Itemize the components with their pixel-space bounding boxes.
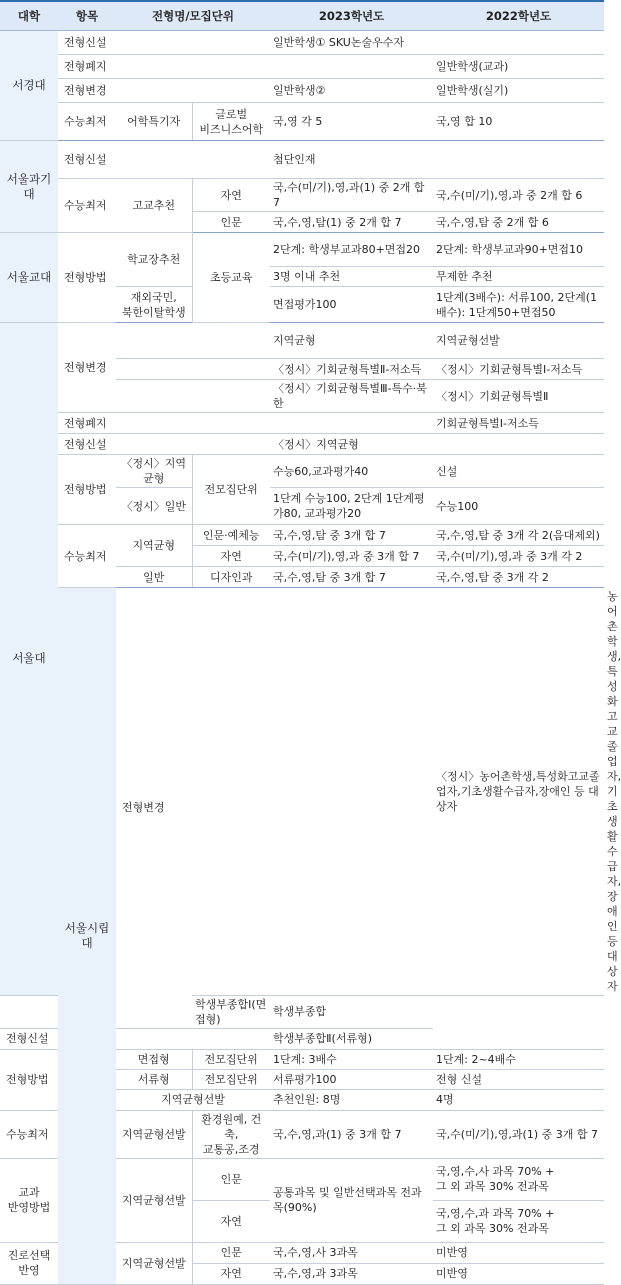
unit-cell xyxy=(116,413,270,434)
univ-cell: 서울과기대 xyxy=(0,141,58,233)
item-cell: 전형방법 xyxy=(58,233,116,323)
item-cell: 수능최저 xyxy=(0,1110,58,1158)
value-2022: 일반학생(실기) xyxy=(433,79,604,103)
header-item: 항목 xyxy=(58,1,116,31)
value-2023 xyxy=(270,55,433,79)
value-2023: 〈정시〉지역균형 xyxy=(270,434,433,455)
value-2022: 〈정시〉기회균형특별Ⅱ xyxy=(433,380,604,413)
header-2022: 2022학년도 xyxy=(433,1,604,31)
table-row xyxy=(0,233,604,267)
unit-cell xyxy=(116,31,270,55)
unit-cell: 고교추천 xyxy=(116,179,192,233)
unit-cell: 글로벌 비즈니스어학 xyxy=(192,103,270,141)
item-cell: 교과 반영방법 xyxy=(0,1158,58,1242)
value-2023: 학생부종합Ⅱ(서류형) xyxy=(270,1028,433,1049)
value-2023: 3명 이내 추천 xyxy=(270,267,433,287)
unit-cell: 인문 xyxy=(192,1158,270,1200)
value-2022: 지역균형선발 xyxy=(433,323,604,359)
unit-cell xyxy=(116,359,270,380)
unit-cell xyxy=(116,323,270,359)
unit-cell: 전모집단위 xyxy=(192,1069,270,1089)
unit-cell xyxy=(116,55,270,79)
unit-cell: 환경원예, 건축, 교통공,조경 xyxy=(192,1110,270,1158)
univ-cell: 서경대 xyxy=(0,31,58,141)
header-row xyxy=(0,1,604,31)
univ-cell: 서울교대 xyxy=(0,233,58,323)
header-univ: 대학 xyxy=(0,1,58,31)
value-2023 xyxy=(270,413,433,434)
value-2023: 면접평가100 xyxy=(270,287,433,323)
value-2022: 국,수(미/기),영,과 중 3개 각 2 xyxy=(433,546,604,567)
value-2023: 학생부종합Ⅰ(면접형) xyxy=(192,995,270,1028)
value-2023: 국,수,영,탐(1) 중 2개 합 7 xyxy=(270,212,433,233)
value-2023: 국,수(미/기),영,과(1) 중 2개 합 7 xyxy=(270,179,433,212)
table-row xyxy=(0,413,604,434)
value-2022: 국,영,수,사 과목 70% + 그 외 과목 30% 전과목 xyxy=(433,1158,604,1200)
unit-cell: 자연 xyxy=(192,179,270,212)
item-cell: 전형방법 xyxy=(58,455,116,525)
unit-cell xyxy=(192,588,433,996)
unit-cell xyxy=(116,380,270,413)
unit-cell: 지역균형선발 xyxy=(116,1158,192,1242)
value-2022: 신설 xyxy=(433,455,604,488)
value-2022 xyxy=(433,1028,604,1049)
table-row xyxy=(0,141,604,179)
value-2022: 전형 신설 xyxy=(433,1069,604,1089)
value-2023: 〈정시〉농어촌학생,특성화고교졸업자,기초생활수급자,장애인 등 대상자 xyxy=(433,588,604,996)
table-row xyxy=(0,525,604,546)
item-cell: 전형폐지 xyxy=(58,55,116,79)
item-cell: 전형변경 xyxy=(58,323,116,413)
table-row xyxy=(0,55,604,79)
header-unit: 전형명/모집단위 xyxy=(116,1,270,31)
value-2022: 기회균형특별Ⅰ-저소득 xyxy=(433,413,604,434)
item-cell: 수능최저 xyxy=(58,103,116,141)
value-2022 xyxy=(433,141,604,179)
value-2022: 국,수,영,탐 중 3개 각 2 xyxy=(433,567,604,588)
table-row: 서울시립대 전형변경 〈정시〉농어촌학생,특성화고교졸업자,기초생활수급자,장애인 등 대상자 농어촌학생,특성화고교졸업자,기초생활수급자,장애인 등 대상자 xyxy=(0,588,604,996)
value-2022: 국,영,수,과 과목 70% + 그 외 과목 30% 전과목 xyxy=(433,1200,604,1242)
unit-cell: 지역균형선발 xyxy=(116,1089,270,1110)
value-2023: 첨단인재 xyxy=(270,141,433,179)
value-2022: 일반학생(교과) xyxy=(433,55,604,79)
item-cell: 전형방법 xyxy=(0,1049,58,1110)
item-cell: 전형변경 xyxy=(116,588,192,1029)
value-2022: 미반영 xyxy=(433,1242,604,1263)
value-2022: 1단계(3배수): 서류100, 2단계(1배수): 1단계50+면접50 xyxy=(433,287,604,323)
table-row xyxy=(0,434,604,455)
unit-cell: 디자인과 xyxy=(192,567,270,588)
value-2022: 학생부종합 xyxy=(270,995,433,1028)
unit-cell: 인문·예체능 xyxy=(192,525,270,546)
value-2023: 국,수,영,사 3과목 xyxy=(270,1242,433,1263)
value-2023: 일반학생① SKU논술우수자 xyxy=(270,31,433,55)
unit-cell: 〈정시〉지역균형 xyxy=(116,455,192,488)
unit-cell: 인문 xyxy=(192,1242,270,1263)
value-2022: 수능100 xyxy=(433,488,604,525)
value-2023: 국,수(미/기),영,과 중 3개 합 7 xyxy=(270,546,433,567)
value-2023: 공통과목 및 일반선택과목 전과목(90%) xyxy=(270,1158,433,1242)
item-cell: 진로선택 반영 xyxy=(0,1242,58,1284)
value-2023: 〈정시〉기회균형특별Ⅲ-특수·북한 xyxy=(270,380,433,413)
value-2023: 일반학생② xyxy=(270,79,433,103)
value-2023: 1단계 수능100, 2단계 1단계평가80, 교과평가20 xyxy=(270,488,433,525)
unit-cell: 자연 xyxy=(192,546,270,567)
value-2023: 추천인원: 8명 xyxy=(270,1089,433,1110)
unit-cell: 서류형 xyxy=(116,1069,192,1089)
value-2023: 〈정시〉기회균형특별Ⅱ-저소득 xyxy=(270,359,433,380)
table-row xyxy=(0,79,604,103)
value-2023: 서류평가100 xyxy=(270,1069,433,1089)
value-2023: 국,수,영,과(1) 중 3개 합 7 xyxy=(270,1110,433,1158)
unit-cell: 자연 xyxy=(192,1200,270,1242)
unit-cell: 초등교육 xyxy=(192,233,270,323)
value-2022: 무제한 추천 xyxy=(433,267,604,287)
table-row xyxy=(0,323,604,359)
unit-cell: 〈정시〉일반 xyxy=(116,488,192,525)
unit-cell: 전모집단위 xyxy=(192,1049,270,1069)
value-2022: 국,영 합 10 xyxy=(433,103,604,141)
item-cell: 전형신설 xyxy=(0,1028,58,1049)
value-2023: 1단계: 3배수 xyxy=(270,1049,433,1069)
unit-cell xyxy=(116,79,270,103)
unit-cell xyxy=(116,434,270,455)
item-cell: 전형폐지 xyxy=(58,413,116,434)
table-row xyxy=(0,103,604,141)
value-2022: 2단계: 학생부교과90+면접10 xyxy=(433,233,604,267)
item-cell: 전형신설 xyxy=(58,31,116,55)
table-row xyxy=(0,179,604,212)
value-2022: 국,수,영,탐 중 2개 합 6 xyxy=(433,212,604,233)
unit-cell: 면접형 xyxy=(116,1049,192,1069)
value-2022: 〈정시〉기회균형특별Ⅰ-저소득 xyxy=(433,359,604,380)
header-2023: 2023학년도 xyxy=(270,1,433,31)
value-2022 xyxy=(433,31,604,55)
table-row xyxy=(0,31,604,55)
value-2022: 1단계: 2~4배수 xyxy=(433,1049,604,1069)
value-2023: 국,수,영,탐 중 3개 합 7 xyxy=(270,567,433,588)
unit-cell: 자연 xyxy=(192,1263,270,1284)
value-2023: 지역균형 xyxy=(270,323,433,359)
unit-cell: 지역균형선발 xyxy=(116,1110,192,1158)
value-2023: 2단계: 학생부교과80+면접20 xyxy=(270,233,433,267)
value-2022 xyxy=(433,434,604,455)
unit-cell: 학교장추천 xyxy=(116,233,192,287)
unit-cell: 어학특기자 xyxy=(116,103,192,141)
value-2023: 국,수,영,탐 중 3개 합 7 xyxy=(270,525,433,546)
value-2022: 국,수(미/기),영,과 중 2개 합 6 xyxy=(433,179,604,212)
unit-cell xyxy=(116,1028,270,1049)
value-2022: 국,수(미/기),영,과(1) 중 3개 합 7 xyxy=(433,1110,604,1158)
unit-cell: 인문 xyxy=(192,212,270,233)
univ-cell: 서울대 xyxy=(0,323,58,996)
table-row xyxy=(0,995,604,1028)
value-2023: 수능60,교과평가40 xyxy=(270,455,433,488)
value-2023: 국,영 각 5 xyxy=(270,103,433,141)
value-2022: 미반영 xyxy=(433,1263,604,1284)
value-2022: 국,수,영,탐 중 3개 각 2(음대제외) xyxy=(433,525,604,546)
item-cell: 수능최저 xyxy=(58,179,116,233)
univ-cell: 서울시립대 xyxy=(58,588,116,1285)
unit-cell: 일반 xyxy=(116,567,192,588)
unit-cell: 지역균형 xyxy=(116,525,192,567)
unit-cell: 전모집단위 xyxy=(192,455,270,525)
unit-cell xyxy=(116,141,270,179)
value-2023: 국,수,영,과 3과목 xyxy=(270,1263,433,1284)
unit-cell: 재외국민, 북한이탈학생 xyxy=(116,287,192,323)
unit-cell: 지역균형선발 xyxy=(116,1242,192,1284)
item-cell: 전형신설 xyxy=(58,141,116,179)
value-2022: 4명 xyxy=(433,1089,604,1110)
item-cell: 수능최저 xyxy=(58,525,116,588)
table-row xyxy=(0,455,604,488)
item-cell: 전형신설 xyxy=(58,434,116,455)
unit-cell xyxy=(0,995,116,1028)
item-cell: 전형변경 xyxy=(58,79,116,103)
